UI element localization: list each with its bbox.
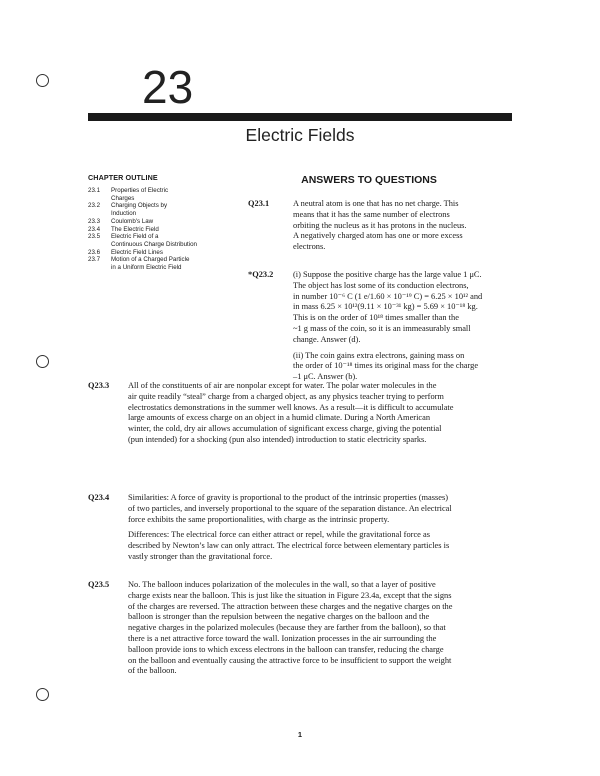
outline-item-text: Motion of a Charged Particle in a Uniform Electric Field bbox=[111, 256, 190, 272]
outline-item bbox=[88, 233, 238, 248]
answer-paragraph: Similarities: A force of gravity is proportional to the product of the intrinsic properties (masses) of two particles, and inversely proportional to the square of the separation distance. An electrical force exhibits the same proportionalities, with charge as the intrinsic property. bbox=[128, 493, 452, 524]
outline-item bbox=[88, 256, 238, 271]
answer-q23-2 bbox=[293, 270, 518, 383]
outline-item bbox=[88, 226, 238, 234]
page-number: 1 bbox=[297, 730, 303, 739]
binder-hole-bottom bbox=[36, 688, 49, 701]
outline-item bbox=[88, 202, 238, 217]
outline-item-number: 23.1 bbox=[88, 187, 101, 194]
outline-item-number: 23.7 bbox=[88, 256, 101, 264]
binder-hole-top bbox=[36, 74, 49, 87]
answer-paragraph: (ii) The coin gains extra electrons, gaining mass on the order of 10⁻¹⁸ times its original mass for the charge –1 μC. Answer (b). bbox=[293, 350, 479, 382]
question-label-q23-2: *Q23.2 bbox=[248, 270, 274, 279]
answer-paragraph: (i) Suppose the positive charge has the large value 1 μC. The object has lost some of its conduction electrons, in number 10⁻⁶ C (1 e/1.60 × 10⁻¹⁹ C) = 6.25 × 10¹² and in mass 6.25 × 10¹²(9.11 × 10⁻³¹ kg) = 5.69 × 10⁻¹⁸ kg. This is on the order of 10¹⁸ times smaller than the ~1 g mass of the coin, so it is an immeasurably small change. Answer (d). bbox=[293, 270, 483, 344]
outline-item-text: Coulomb's Law bbox=[111, 217, 154, 225]
outline-item bbox=[88, 249, 238, 257]
answer-paragraph: Differences: The electrical force can either attract or repel, while the gravitational force as described by Newton’s law can only attract. The electrical force between elementary particles is vastly stronger than the gravitational force. bbox=[128, 530, 450, 561]
outline-item-number: 23.2 bbox=[88, 202, 101, 210]
answer-q23-5 bbox=[128, 580, 518, 677]
outline-item bbox=[88, 218, 238, 226]
outline-item-text: Electric Field Lines bbox=[111, 248, 163, 256]
binder-hole-middle bbox=[36, 355, 49, 368]
chapter-number: 23 bbox=[142, 61, 194, 113]
answer-q23-1 bbox=[293, 199, 518, 253]
answers-heading: ANSWERS TO QUESTIONS bbox=[301, 174, 437, 186]
answer-q23-4 bbox=[128, 493, 518, 563]
question-label-q23-3: Q23.3 bbox=[88, 381, 110, 390]
outline-item-text: Properties of Electric Charges bbox=[111, 187, 169, 202]
answer-paragraph: No. The balloon induces polarization of the molecules in the wall, so that a layer of positive charge exists near the balloon. This is just like the situation in Figure 23.4a, except that the signs of the charges are reversed. The attraction between these charges and the negative charges on the balloon is stronger than the repulsion between the negative charges on the balloon and the negative charges in the polarized molecules (because they are farther from the balloon), so that there is a net attractive force toward the wall. Ionization processes in the air surrounding the balloon provide ions to which excess electrons in the balloon can transfer, reducing the charge on the balloon and eventually causing the attractive force to be insufficient to support the weight of the balloon. bbox=[128, 580, 453, 676]
question-label-q23-4: Q23.4 bbox=[88, 493, 110, 502]
outline-heading: CHAPTER OUTLINE bbox=[88, 173, 158, 182]
outline-item-number: 23.5 bbox=[88, 233, 101, 241]
outline-item-number: 23.3 bbox=[88, 217, 101, 225]
outline-item-text: The Electric Field bbox=[111, 225, 159, 233]
outline-item-text: Charging Objects by Induction bbox=[111, 202, 168, 218]
answer-paragraph: A neutral atom is one that has no net charge. This means that it has the same number of electrons orbiting the nucleus as it has protons in the nucleus. A negatively charged atom has one or more excess electrons. bbox=[293, 199, 467, 252]
chapter-outline bbox=[88, 173, 238, 272]
question-label-q23-5: Q23.5 bbox=[88, 580, 110, 589]
outline-item-text: Electric Field of a Continuous Charge Distribution bbox=[111, 233, 197, 248]
outline-item-number: 23.6 bbox=[88, 248, 101, 256]
chapter-title: Electric Fields bbox=[245, 125, 355, 145]
outline-item-number: 23.4 bbox=[88, 225, 101, 233]
header-rule bbox=[88, 113, 512, 121]
answer-q23-3 bbox=[128, 381, 518, 446]
outline-item bbox=[88, 187, 238, 202]
question-label-q23-1: Q23.1 bbox=[248, 199, 270, 208]
answer-paragraph: All of the constituents of air are nonpolar except for water. The polar water molecules in the air quite readily “steal” charge from a charged object, as any physics teacher trying to perform electrostatics demonstrations in the summer well knows. As a result—it is difficult to accumulate large amounts of excess charge on an object in a humid climate. During a North American winter, the cold, dry air allows accumulation of significant excess charge, giving the potential (pun intended) for a shocking (pun also intended) introduction to static electricity sparks. bbox=[128, 381, 454, 444]
